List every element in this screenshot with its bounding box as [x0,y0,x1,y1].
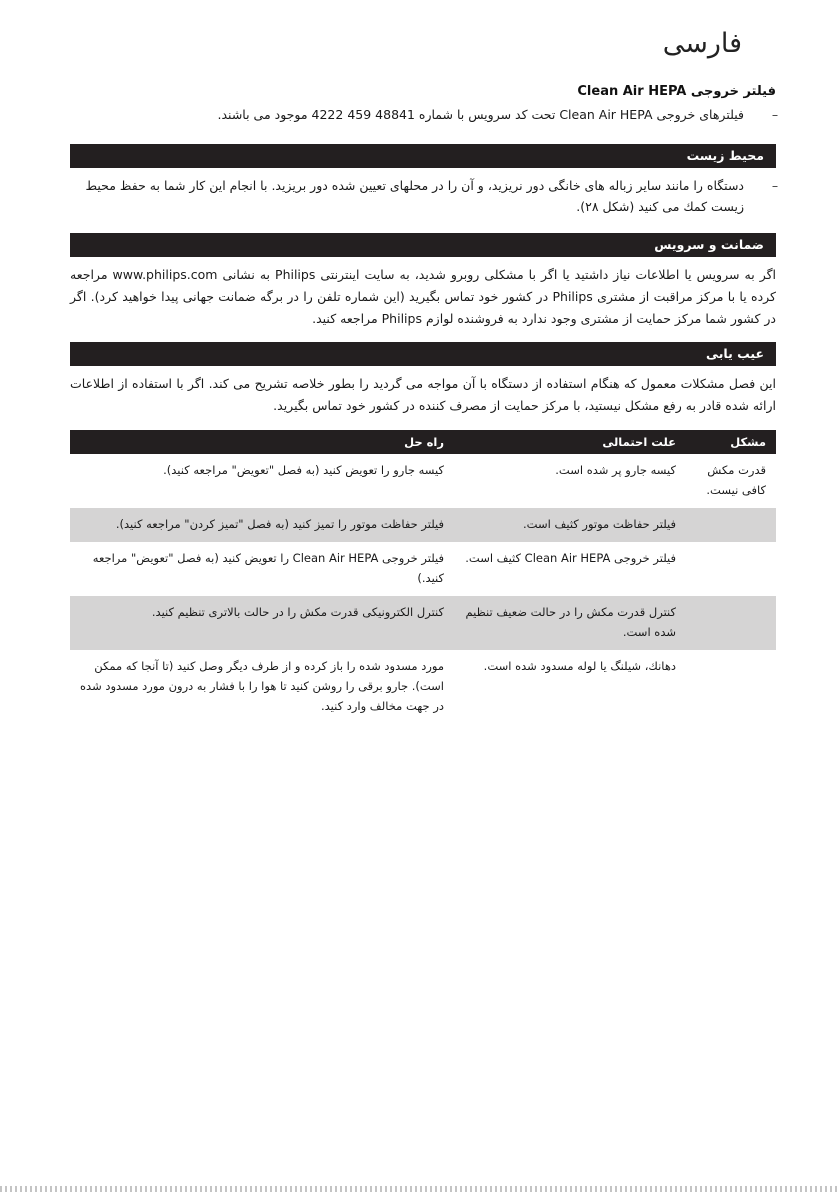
exhaust-filter-bullet [70,104,779,125]
cell-problem [684,650,776,724]
cell-solution: فیلتر خروجی Clean Air HEPA را تعویض کنید (به فصل "تعویض" مراجعه کنید.) [92,551,444,585]
cell-problem [684,596,776,650]
bullet-dash: – [771,107,779,122]
cell-cause: کنترل قدرت مکش را در حالت ضعیف تنظیم شده است. [465,605,676,639]
table-row [70,508,776,542]
exhaust-filter-heading: فیلتر خروجی Clean Air HEPA [577,84,776,99]
header-solution: راه حل [404,435,444,449]
guarantee-heading: ضمانت و سرویس [654,237,764,252]
cell-cause: فیلتر حفاظت موتور کثیف است. [523,517,676,531]
exhaust-filter-text: فیلترهای خروجی Clean Air HEPA تحت کد سرویس با شماره 48841 459 4222 موجود می باشند. [217,107,744,122]
cell-cause: کیسه جارو پر شده است. [555,463,676,477]
language-title: فارسی [662,28,742,59]
table-row [70,454,776,508]
cell-solution: فیلتر حفاظت موتور را تمیز کنید (به فصل "تمیز کردن" مراجعه کنید). [115,517,444,531]
cell-cause: دهانك، شیلنگ یا لوله مسدود شده است. [483,659,676,673]
cell-solution: کیسه جارو را تعویض کنید (به فصل "تعویض" مراجعه کنید). [163,463,444,477]
table-row [70,596,776,650]
guarantee-heading-bar [70,233,776,257]
environment-bullet [70,175,779,217]
header-problem: مشکل [730,435,766,449]
table-row [70,542,776,596]
guarantee-paragraph: اگر به سرویس یا اطلاعات نیاز داشتید یا اگر با مشکلی روبرو شدید، به سایت اینترنتی Philips به نشانی www.philips.com مراجعه کرده یا با مرکز مراقبت از مشتری Philips در کشور خود تماس بگیرید (این شماره تلفن را در برگه ضمانت جهانی پیدا خواهید کرد). اگر در کشور شما مرکز حمایت از مشتری وجود ندارد به فروشنده لوازم Philips مراجعه کنید. [70,267,777,326]
cell-solution: مورد مسدود شده را باز کرده و از طرف دیگر وصل کنید (تا آنجا که ممکن است). جارو برقی را روشن کنید تا هوا را با فشار به درون مورد مسدود شده در جهت مخالف وارد کنید. [80,659,444,713]
environment-heading-bar [70,144,776,168]
table-row [70,650,776,724]
troubleshooting-paragraph: این فصل مشکلات معمول که هنگام استفاده از دستگاه با آن مواجه می گردید را بطور خلاصه تشریح می کند. اگر با استفاده از اطلاعات ارائه شده قادر به رفع مشکل نیستید، با مرکز حمایت از مصرف کننده در کشور خود تماس بگیرید. [70,376,776,413]
troubleshooting-heading-bar [70,342,776,366]
cell-cause: فیلتر خروجی Clean Air HEPA کثیف است. [465,551,676,565]
cell-problem [684,508,776,542]
cell-problem: قدرت مکش کافی نیست. [706,463,766,497]
cell-problem [684,542,776,596]
cell-solution: کنترل الکترونیکی قدرت مکش را در حالت بالاتری تنظیم کنید. [151,605,444,619]
troubleshooting-table [70,430,776,724]
environment-text: دستگاه را مانند سایر زباله های خانگی دور نریزید، و آن را در محلهای تعیین شده دور بریزید. با انجام این کار شما به حفظ محیط زیست کمك می کنید (شکل ۲۸). [85,178,744,214]
environment-heading: محیط زیست [686,148,764,163]
bullet-dash: – [771,178,779,193]
cropped-footer-text [0,1186,840,1192]
header-cause: علت احتمالی [602,435,676,449]
troubleshooting-heading: عیب یابی [706,346,764,361]
table-header [70,430,776,454]
